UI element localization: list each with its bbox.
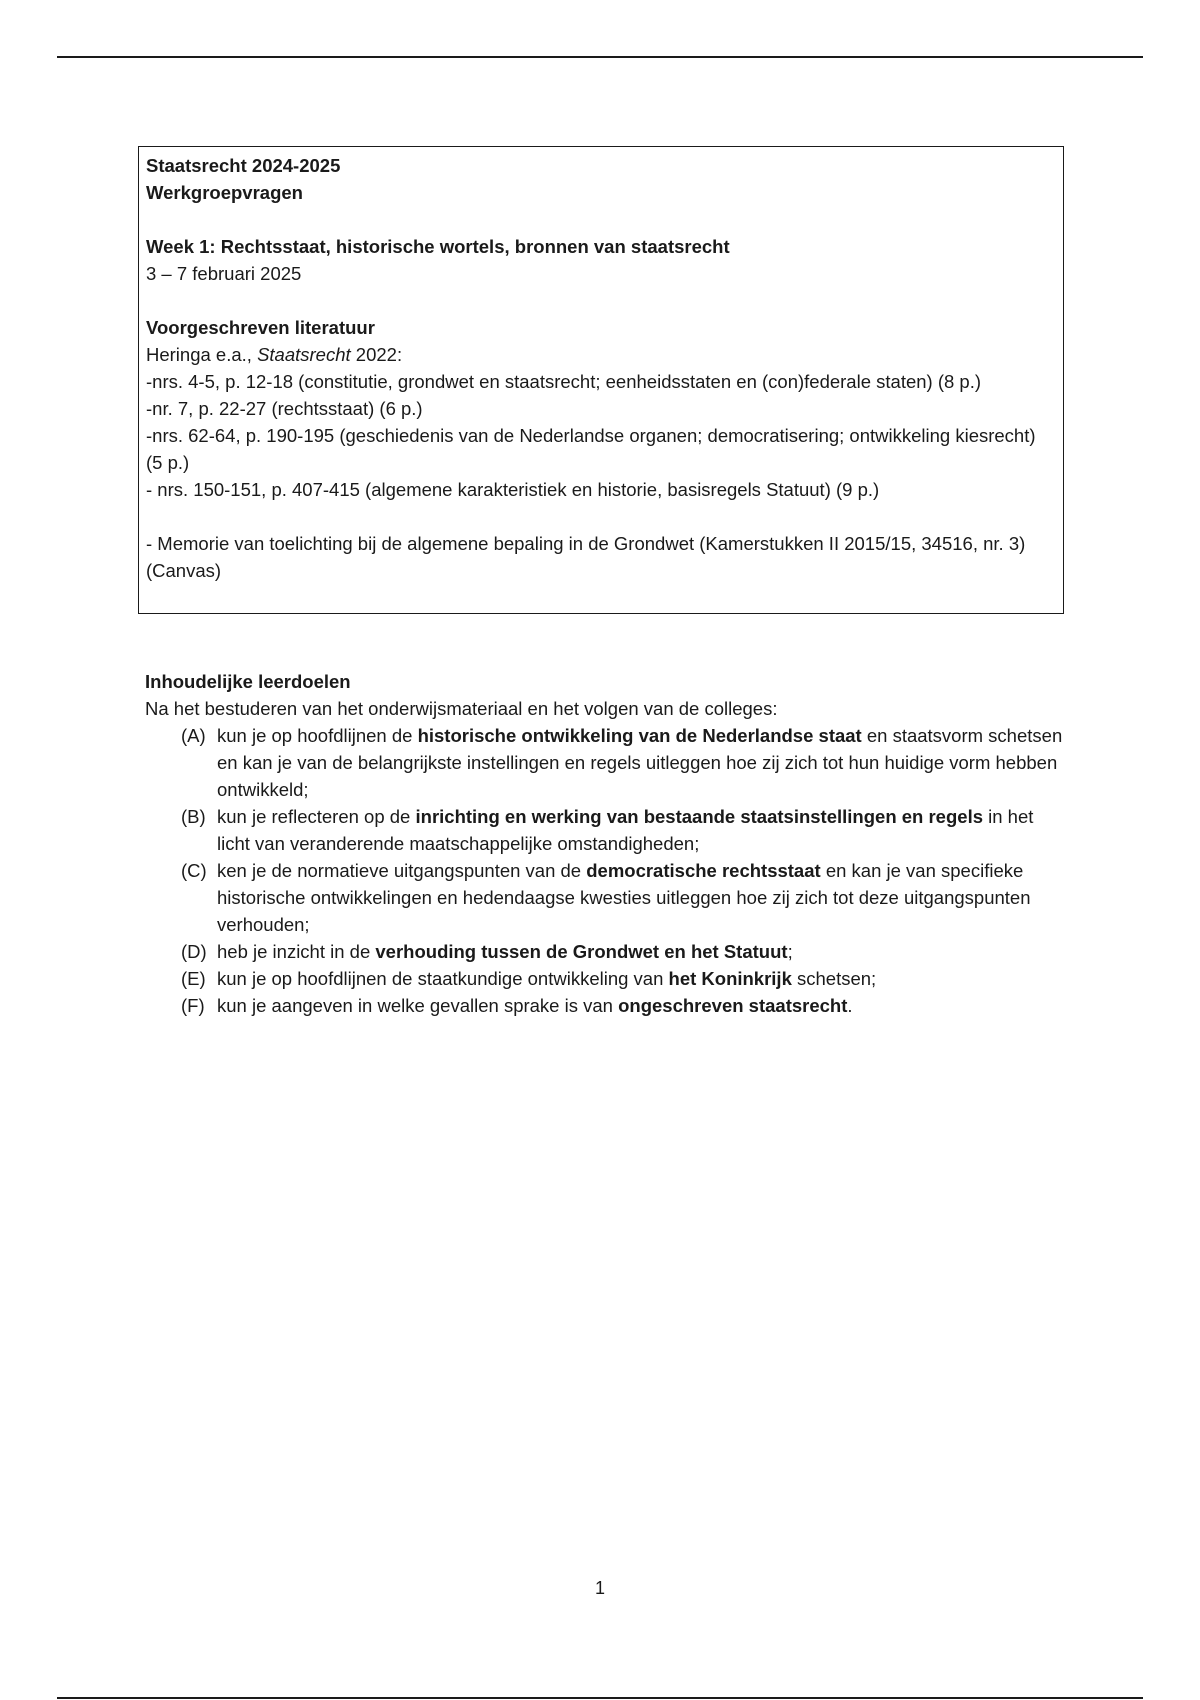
- footer-rule: [57, 1697, 1143, 1699]
- course-info-box: [138, 146, 1064, 614]
- literature-heading: Voorgeschreven literatuur: [146, 317, 375, 338]
- goal-marker: (A): [181, 725, 206, 746]
- literature-item: -nrs. 62-64, p. 190-195 (geschiedenis van de Nederlandse organen; democratisering; ontwikkeling kiesrecht) (5 p.): [146, 425, 1036, 473]
- literature-source-title: Staatsrecht: [257, 344, 351, 365]
- goal-item: (C) ken je de normatieve uitgangspunten van de democratische rechtsstaat en kan je van specifieke historische ontwikkelingen en hedendaagse kwesties uitleggen hoe zij zich tot deze uitgangspunten verhouden;: [145, 857, 1065, 938]
- header-rule: [57, 56, 1143, 58]
- document-subtitle: Werkgroepvragen: [146, 182, 303, 203]
- literature-item: -nrs. 4-5, p. 12-18 (constitutie, grondwet en staatsrecht; eenheidsstaten en (con)federale staten) (8 p.): [146, 371, 982, 392]
- goals-heading: Inhoudelijke leerdoelen: [145, 671, 351, 692]
- goal-item: (E) kun je op hoofdlijnen de staatkundige ontwikkeling van het Koninkrijk schetsen;: [145, 965, 1065, 992]
- literature-item: - nrs. 150-151, p. 407-415 (algemene karakteristiek en historie, basisregels Statuut) (9 p.): [146, 479, 880, 500]
- goals-list: [145, 722, 1065, 1019]
- goal-emphasis: democratische rechtsstaat: [586, 860, 821, 881]
- page-number: 1: [594, 1578, 605, 1598]
- week-title: Week 1: Rechtsstaat, historische wortels, bronnen van staatsrecht: [146, 236, 730, 257]
- goal-marker: (B): [181, 806, 206, 827]
- goals-intro: Na het bestuderen van het onderwijsmateriaal en het volgen van de colleges:: [145, 698, 778, 719]
- goal-marker: (F): [181, 995, 205, 1016]
- learning-goals-section: [145, 668, 1065, 1019]
- goal-item: (B) kun je reflecteren op de inrichting en werking van bestaande staatsinstellingen en regels in het licht van veranderende maatschappelijke omstandigheden;: [145, 803, 1065, 857]
- goal-marker: (E): [181, 968, 206, 989]
- goal-emphasis: inrichting en werking van bestaande staatsinstellingen en regels: [415, 806, 983, 827]
- literature-item: -nr. 7, p. 22-27 (rechtsstaat) (6 p.): [146, 398, 423, 419]
- goal-emphasis: ongeschreven staatsrecht: [618, 995, 848, 1016]
- goal-emphasis: historische ontwikkeling van de Nederlandse staat: [417, 725, 862, 746]
- week-dates: 3 – 7 februari 2025: [146, 263, 302, 284]
- goal-emphasis: het Koninkrijk: [668, 968, 792, 989]
- goal-item: (F) kun je aangeven in welke gevallen sprake is van ongeschreven staatsrecht.: [145, 992, 1065, 1019]
- course-title: Staatsrecht 2024-2025: [146, 155, 341, 176]
- goal-item: (A) kun je op hoofdlijnen de historische ontwikkeling van de Nederlandse staat en staatsvorm schetsen en kan je van de belangrijkste instellingen en regels uitleggen hoe zij zich tot hun huidige vorm hebben ontwikkeld;: [145, 722, 1065, 803]
- literature-extra: - Memorie van toelichting bij de algemene bepaling in de Grondwet (Kamerstukken II 2015/15, 34516, nr. 3) (Canvas): [146, 533, 1026, 581]
- goal-marker: (D): [181, 941, 207, 962]
- goal-emphasis: verhouding tussen de Grondwet en het Statuut: [375, 941, 788, 962]
- goal-item: (D) heb je inzicht in de verhouding tussen de Grondwet en het Statuut;: [145, 938, 1065, 965]
- goal-marker: (C): [181, 860, 207, 881]
- literature-source: Heringa e.a., Staatsrecht 2022:: [146, 344, 403, 365]
